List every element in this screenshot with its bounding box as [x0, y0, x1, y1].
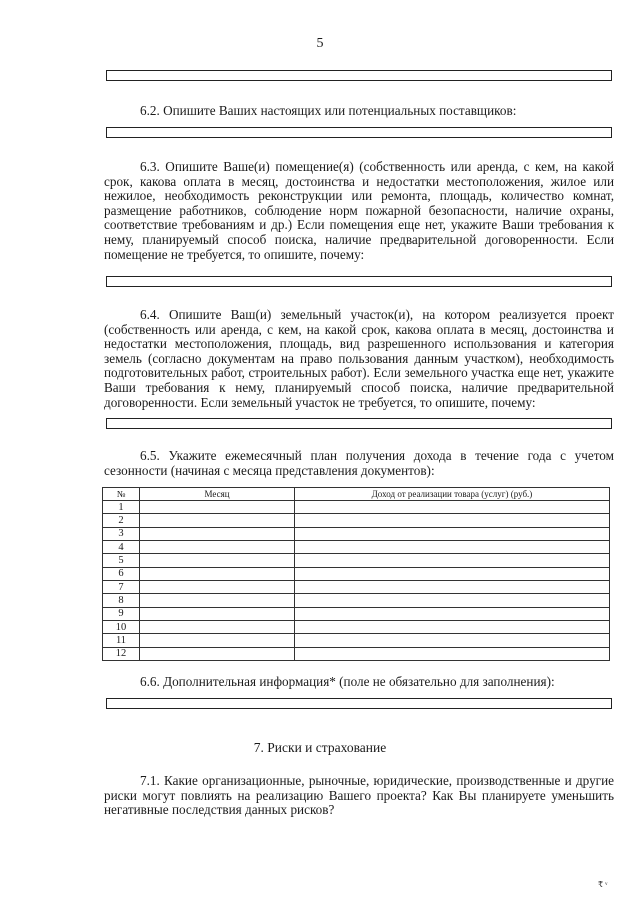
page-number: 5	[316, 36, 324, 51]
month-cell[interactable]	[140, 620, 295, 633]
income-cell[interactable]	[295, 580, 610, 593]
month-cell[interactable]	[140, 501, 295, 514]
table-row	[103, 607, 610, 620]
income-cell[interactable]	[295, 540, 610, 553]
table-row	[103, 514, 610, 527]
month-cell[interactable]	[140, 634, 295, 647]
table-row	[103, 567, 610, 580]
income-cell[interactable]	[295, 607, 610, 620]
answer-box-6-2[interactable]	[106, 127, 612, 138]
row-number: 5	[103, 554, 140, 567]
month-cell[interactable]	[140, 607, 295, 620]
table-row	[103, 554, 610, 567]
income-cell[interactable]	[295, 554, 610, 567]
answer-box-6-1[interactable]	[106, 70, 612, 81]
income-plan-table	[102, 487, 610, 661]
income-cell[interactable]	[295, 634, 610, 647]
income-cell[interactable]	[295, 514, 610, 527]
section-7-heading: 7. Риски и страхование	[253, 740, 387, 755]
question-6-5-text: 6.5. Укажите ежемесячный план получения дохода в течение года с учетом сезонности (начиная с месяца представления документов):	[104, 448, 614, 478]
month-cell[interactable]	[140, 594, 295, 607]
question-6-3	[104, 160, 614, 262]
question-6-2-text: 6.2. Опишите Ваших настоящих или потенциальных поставщиков:	[140, 103, 517, 118]
table-row	[103, 594, 610, 607]
table-row	[103, 647, 610, 660]
question-6-3-text: 6.3. Опишите Ваше(и) помещение(я) (собственность или аренда, с кем, на какой срок, какова оплата в месяц, достоинства и недостатки местоположения, жилое или нежилое, необходимость реконструкции или ремонта, площадь, количество комнат, размещение работников, соблюдение норм пожарной безопасности, наличие охраны, соответствие требованиям и др.) Если помещения еще нет, укажите Ваши требования к нему, планируемый способ поиска, наличие предварительной договоренности. Если помещение не требуется, то опишите, почему:	[104, 159, 614, 262]
row-number: 2	[103, 514, 140, 527]
table-row	[103, 634, 610, 647]
question-7-1	[104, 774, 614, 818]
table-row	[103, 527, 610, 540]
month-cell[interactable]	[140, 540, 295, 553]
question-7-1-text: 7.1. Какие организационные, рыночные, юридические, производственные и другие риски могут повлиять на реализацию Вашего проекта? Как Вы планируете уменьшить негативные последствия данных рисков?	[104, 773, 614, 818]
income-cell[interactable]	[295, 567, 610, 580]
col-header-income: Доход от реализации товара (услуг) (руб.)	[295, 488, 610, 501]
income-cell[interactable]	[295, 620, 610, 633]
question-6-5	[104, 449, 614, 478]
row-number: 12	[103, 647, 140, 660]
question-6-4	[104, 308, 614, 410]
table-row	[103, 501, 610, 514]
answer-box-6-4[interactable]	[106, 418, 612, 429]
month-cell[interactable]	[140, 527, 295, 540]
row-number: 3	[103, 527, 140, 540]
row-number: 8	[103, 594, 140, 607]
answer-box-6-3[interactable]	[106, 276, 612, 287]
income-cell[interactable]	[295, 501, 610, 514]
row-number: 6	[103, 567, 140, 580]
row-number: 1	[103, 501, 140, 514]
row-number: 10	[103, 620, 140, 633]
table-header-row	[103, 488, 610, 501]
row-number: 9	[103, 607, 140, 620]
month-cell[interactable]	[140, 554, 295, 567]
col-header-month: Месяц	[140, 488, 295, 501]
row-number: 7	[103, 580, 140, 593]
table-row	[103, 620, 610, 633]
month-cell[interactable]	[140, 580, 295, 593]
question-6-4-text: 6.4. Опишите Ваш(и) земельный участок(и), на котором реализуется проект (собственность или аренда, с кем, на какой срок, какова оплата в месяц, достоинства и недостатки местоположения, площадь, вид разрешенного использования и категория земель (согласно документам на право пользования данным участком), необходимость подготовительных работ, строительных работ). Если земельного участка еще нет, укажите Ваши требования к нему, планируемый способ поиска, наличие предварительной договоренности. Если земельный участок не требуется, то опишите, почему:	[104, 307, 614, 410]
income-cell[interactable]	[295, 527, 610, 540]
question-6-2	[104, 104, 614, 119]
question-6-6-text: 6.6. Дополнительная информация* (поле не обязательно для заполнения):	[140, 674, 555, 689]
month-cell[interactable]	[140, 567, 295, 580]
corner-mark: ₹ ᵛ	[598, 880, 608, 889]
month-cell[interactable]	[140, 514, 295, 527]
question-6-6	[104, 675, 614, 690]
row-number: 11	[103, 634, 140, 647]
answer-box-6-6[interactable]	[106, 698, 612, 709]
table-row	[103, 580, 610, 593]
income-cell[interactable]	[295, 594, 610, 607]
col-header-number: №	[103, 488, 140, 501]
row-number: 4	[103, 540, 140, 553]
table-row	[103, 540, 610, 553]
month-cell[interactable]	[140, 647, 295, 660]
income-cell[interactable]	[295, 647, 610, 660]
